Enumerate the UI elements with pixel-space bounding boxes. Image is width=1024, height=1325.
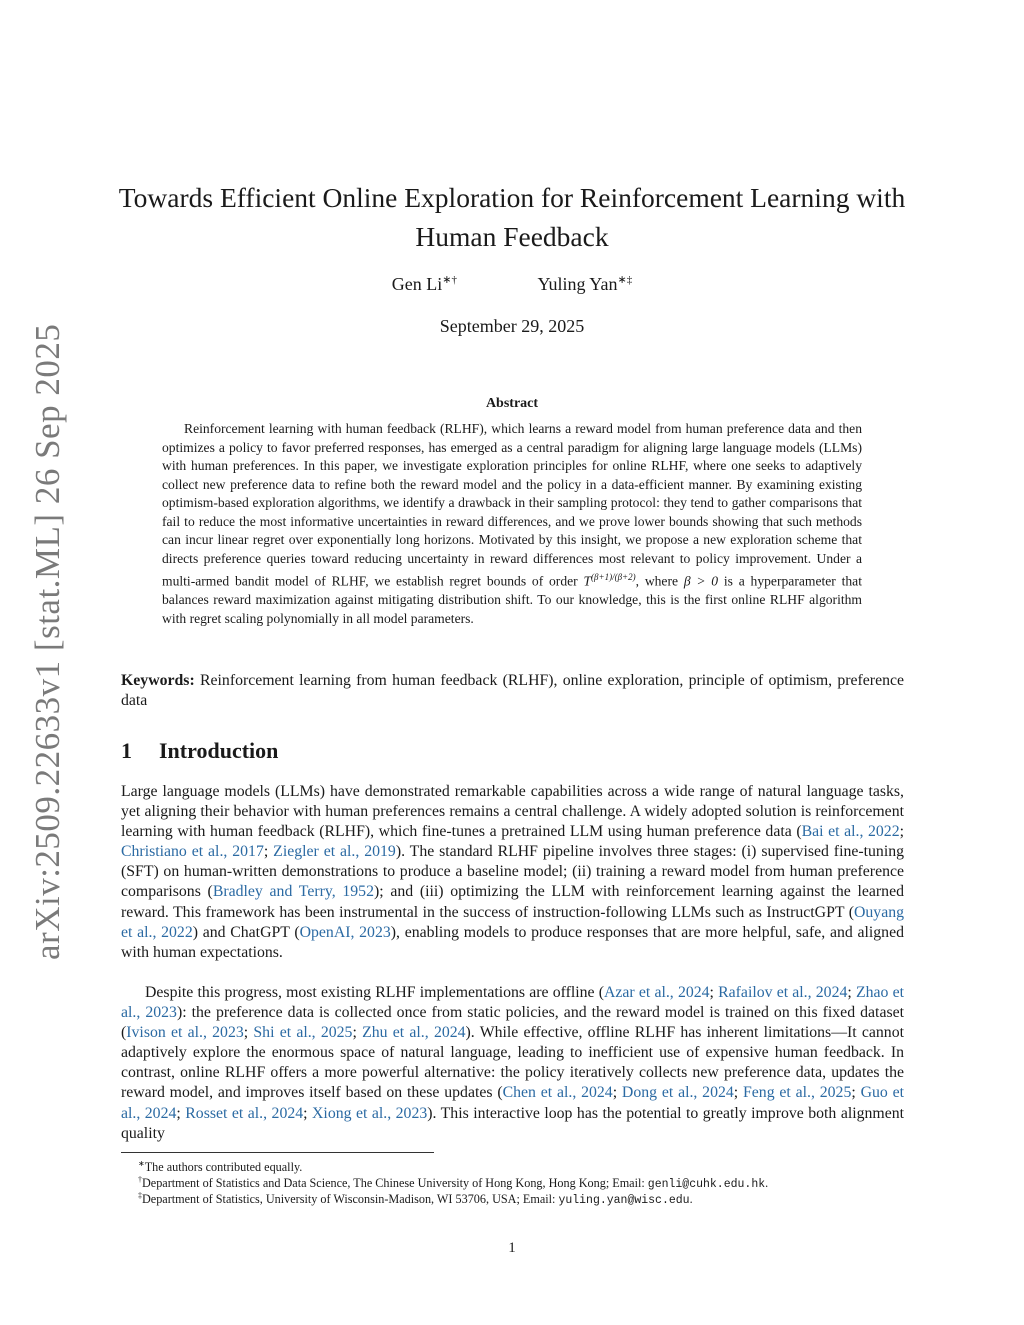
citation-link[interactable]: Feng et al., 2025 [743, 1084, 852, 1102]
citation-link[interactable]: Rafailov et al., 2024 [718, 984, 848, 1001]
email-link[interactable]: yuling.yan@wisc.edu [558, 1194, 690, 1208]
arxiv-stamp: arXiv:2509.22633v1 [stat.ML] 26 Sep 2025 [28, 323, 67, 960]
footnote-3: ‡Department of Statistics, University of Wisconsin-Madison, WI 53706, USA; Email: yuling.yan@wisc.edu. [138, 1191, 693, 1208]
citation-link[interactable]: Christiano et al., 2017 [121, 843, 264, 861]
intro-paragraph-2: Despite this progress, most existing RLHF implementations are offline (Azar et al., 2024; Rafailov et al., 2024; Zhao et al., 2023): the preference data is collected once from static policies, and the reward model is trained on this fixed dataset (Ivison et al., 2023; Shi et al., 2025; Zhu et al., 2024). While effective, offline RLHF has inherent limitations—It cannot adaptively explore the enormous space of natural language, leading to inefficient use of expensive human feedback. In contrast, online RLHF offers a more powerful alternative: the policy iteratively collects new preference data, updates the reward model, and improves itself based on these updates (Chen et al., 2024; Dong et al., 2024; Feng et al., 2025; Guo et al., 2024; Rosset et al., 2024; Xiong et al., 2023). This interactive loop has the potential to greatly improve both alignment quality [121, 984, 905, 1142]
paper-title: Towards Efficient Online Exploration for Reinforcement Learning with Human Feedback [118, 182, 906, 252]
citation-link[interactable]: Azar et al., 2024 [604, 984, 710, 1001]
footnote-rule [121, 1152, 434, 1153]
citation-link[interactable]: Ouyang et al., 2022 [121, 903, 904, 941]
paper-date: September 29, 2025 [439, 316, 585, 336]
citation-link[interactable]: Zhao et al., 2023 [121, 984, 904, 1022]
author-2: Yuling Yan∗‡ [537, 274, 633, 294]
section-heading: 1 Introduction [121, 738, 279, 763]
citation-link[interactable]: Ivison et al., 2023 [126, 1024, 244, 1042]
citation-link[interactable]: Ziegler et al., 2019 [273, 843, 396, 861]
citation-link[interactable]: Bai et al., 2022 [801, 823, 900, 841]
author-1: Gen Li∗† [391, 274, 457, 294]
citation-link[interactable]: OpenAI, 2023 [299, 923, 391, 941]
citation-link[interactable]: Zhu et al., 2024 [362, 1024, 466, 1042]
abstract-heading: Abstract [485, 396, 539, 411]
citation-link[interactable]: Guo et al., 2024 [121, 1084, 905, 1122]
author-list [0, 273, 1024, 295]
email-link[interactable]: genli@cuhk.edu.hk [647, 1178, 766, 1192]
citation-link[interactable]: Xiong et al., 2023 [312, 1104, 428, 1122]
intro-paragraph-1: Large language models (LLMs) have demonstrated remarkable capabilities across a wide range of natural language tasks, yet aligning their behavior with human preferences remains a central challenge. A widely adopted solution is reinforcement learning with human feedback (RLHF), which fine-tunes a pretrained LLM using human preference data (Bai et al., 2022; Christiano et al., 2017; Ziegler et al., 2019). The standard RLHF pipeline involves three stages: (i) supervised fine-tuning (SFT) on human-written demonstrations to produce a baseline model; (ii) training a reward model from human preference comparisons (Bradley and Terry, 1952); and (iii) optimizing the LLM with reinforcement learning against the learned reward. This framework has been instrumental in the success of instruction-following LLMs such as InstructGPT (Ouyang et al., 2022) and ChatGPT (OpenAI, 2023), enabling models to produce responses that are more helpful, safe, and aligned with human expectations. [121, 783, 905, 961]
footnote-1: ∗The authors contributed equally. [138, 1159, 303, 1175]
citation-link[interactable]: Chen et al., 2024 [502, 1084, 613, 1102]
keywords: Keywords: Reinforcement learning from human feedback (RLHF), online exploration, principle of optimism, preference data [121, 672, 904, 709]
citation-link[interactable]: Shi et al., 2025 [253, 1024, 353, 1042]
citation-link[interactable]: Dong et al., 2024 [621, 1084, 734, 1102]
page-number: 1 [508, 1240, 516, 1256]
abstract-text: Reinforcement learning with human feedback (RLHF), which learns a reward model from human preference data and then optimizes a policy to favor preferred responses, has emerged as a central paradigm for aligning large language models (LLMs) with human preferences. In this paper, we investigate exploration principles for online RLHF, where one seeks to adaptively collect new preference data to refine both the reward model and the policy in a data-efficient manner. By examining existing optimism-based exploration algorithms, we identify a drawback in their sampling protocol: they tend to gather comparisons that fail to reduce the most informative uncertainties in reward differences, and we prove lower bounds showing that such methods can incur linear regret over exponentially long horizons. Motivated by this insight, we propose a new exploration scheme that directs preference queries toward reducing uncertainty in reward differences most relevant to policy improvement. Under a multi-armed bandit model of RLHF, we establish regret bounds of order $T^{(\beta+1)/(\beta+2)}$, where β > 0 is a hyperparameter that balances reward maximization against mitigating distribution shift. To our knowledge, this is the first online RLHF algorithm with regret scaling polynomially in all model parameters. [162, 421, 862, 626]
citation-link[interactable]: Rosset et al., 2024 [185, 1104, 304, 1122]
footnote-2: †Department of Statistics and Data Science, The Chinese University of Hong Kong, Hong Kong; Email: genli@cuhk.edu.hk. [138, 1175, 769, 1192]
citation-link[interactable]: Bradley and Terry, 1952 [212, 883, 374, 901]
